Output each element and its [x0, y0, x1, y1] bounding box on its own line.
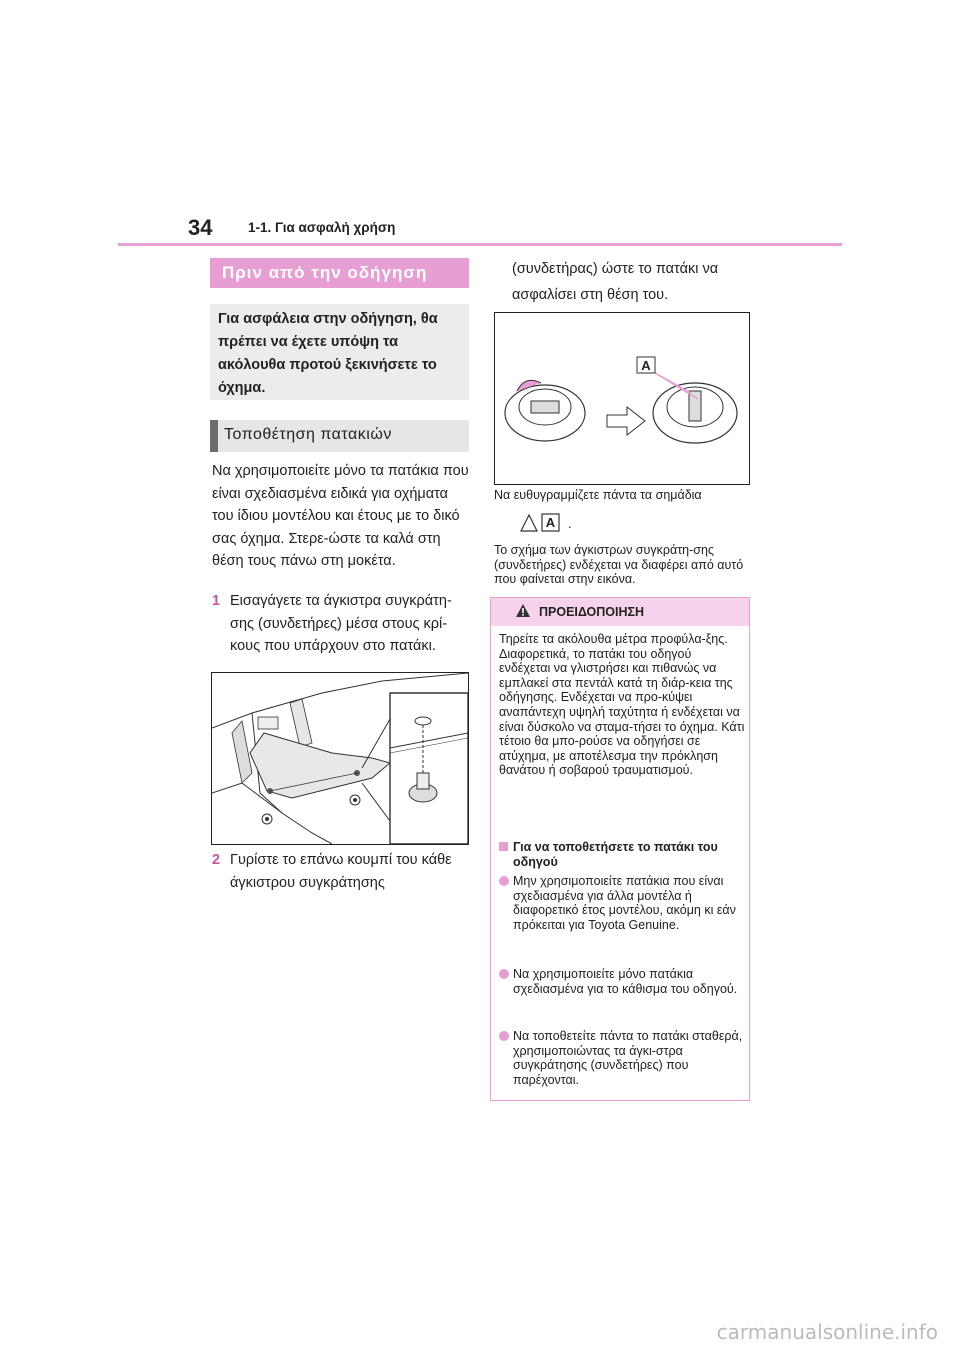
warning-box	[490, 597, 750, 1101]
warning-bullet-text: Μην χρησιμοποιείτε πατάκια που είναι σχεδιασμένα για άλλα μοντέλα ή διαφορετικό έτος μοντέλου, ακόμη κι εάν πρόκειται για Toyota Genuine.	[513, 874, 736, 932]
banner-title: Πριν από την οδήγηση	[222, 263, 428, 282]
clip-rotation-illustration	[494, 312, 750, 485]
triangle-icon	[521, 515, 537, 531]
warning-bullet-3	[499, 1029, 745, 1087]
align-marks	[520, 511, 580, 535]
warning-subheading	[499, 840, 745, 869]
heading-bar	[210, 420, 218, 452]
section-title: 1-1. Για ασφαλή χρήση	[248, 220, 396, 235]
shape-note: Το σχήμα των άγκιστρων συγκράτη-σης (συνδετήρες) ενδέχεται να διαφέρει από αυτό που φαίνεται στην εικόνα.	[494, 543, 744, 586]
mats-heading-text: Τοποθέτηση πατακιών	[224, 426, 392, 443]
warning-subheading-text: Για να τοποθετήσετε το πατάκι του οδηγού	[513, 840, 718, 869]
align-symbols	[520, 511, 580, 540]
warning-bullet-text: Να χρησιμοποιείτε μόνο πατάκια σχεδιασμένα για το κάθισμα του οδηγού.	[513, 967, 738, 996]
align-period: .	[568, 516, 572, 531]
step-2	[212, 849, 470, 894]
bullet-icon	[499, 969, 509, 979]
step-1-text: Εισαγάγετε τα άγκιστρα συγκράτη-σης (συνδετήρες) μέσα στους κρί-κους που υπάρχουν στο πατάκι.	[230, 593, 452, 654]
floor-mat-drawing	[212, 673, 468, 844]
step-2-number: 2	[212, 852, 221, 868]
step-1-number: 1	[212, 593, 221, 609]
warning-bullet-text: Να τοποθετείτε πάντα το πατάκι σταθερά, χρησιμοποιώντας τα άγκι-στρα συγκράτησης (συνδετήρες) που παρέχονται.	[513, 1029, 743, 1087]
intro-text: Για ασφάλεια στην οδήγηση, θα πρέπει να έχετε υπόψη τα ακόλουθα προτού ξεκινήσετε το όχημα.	[218, 311, 438, 396]
step-1	[212, 590, 470, 658]
square-icon	[499, 842, 508, 851]
warning-title: ΠΡΟΕΙΔΟΠΟΙΗΣΗ	[539, 605, 645, 619]
page-number: 34	[188, 215, 213, 240]
bullet-icon	[499, 1031, 509, 1041]
bullet-icon	[499, 876, 509, 886]
align-label-a: A	[545, 515, 556, 530]
intro-box	[210, 304, 469, 400]
figure-label-a: A	[641, 358, 651, 373]
floor-mat-illustration	[211, 672, 469, 845]
clip-drawing	[495, 313, 749, 484]
warning-bullet-2	[499, 967, 745, 996]
warning-header	[491, 598, 749, 626]
step-2-continuation: (συνδετήρας) ώστε το πατάκι να ασφαλίσει στη θέση του.	[512, 261, 719, 303]
banner-before-driving	[210, 258, 469, 288]
mats-paragraph: Να χρησιμοποιείτε μόνο τα πατάκια που είναι σχεδιασμένα ειδικά για οχήματα του ίδιου μοντέλου και έτους με το δικό σας όχημα. Στερε-ώστε τα καλά στη θέση τους πάνω στη μοκέτα.	[212, 463, 469, 569]
align-note: Να ευθυγραμμίζετε πάντα τα σημάδια	[494, 488, 702, 502]
header-rule	[118, 243, 842, 246]
step-2-text: Γυρίστε το επάνω κουμπί του κάθε άγκιστρου συγκράτησης	[230, 852, 452, 891]
warning-icon	[515, 603, 531, 619]
warning-bullet-1	[499, 874, 745, 932]
watermark: carmanualsonline.info	[716, 1320, 938, 1344]
warning-body: Τηρείτε τα ακόλουθα μέτρα προφύλα-ξης. Διαφορετικά, το πατάκι του οδηγού ενδέχεται να γλιστρήσει και πιθανώς να εμπλακεί στα πεντάλ κατά τη διάρ-κεια της οδήγησης. Ενδέχεται να προ-κύψει αναπάντεχη υψηλή ταχύτητα ή ενδέχεται να είναι δύσκολο να σταμα-τήσει το όχημα. Κάτι τέτοιο θα μπο-ρούσε να οδηγήσει σε ατύχημα, με αποτέλεσμα την πρόκληση θανάτου ή σοβαρού τραυματισμού.	[499, 632, 745, 778]
mats-heading	[210, 420, 469, 452]
